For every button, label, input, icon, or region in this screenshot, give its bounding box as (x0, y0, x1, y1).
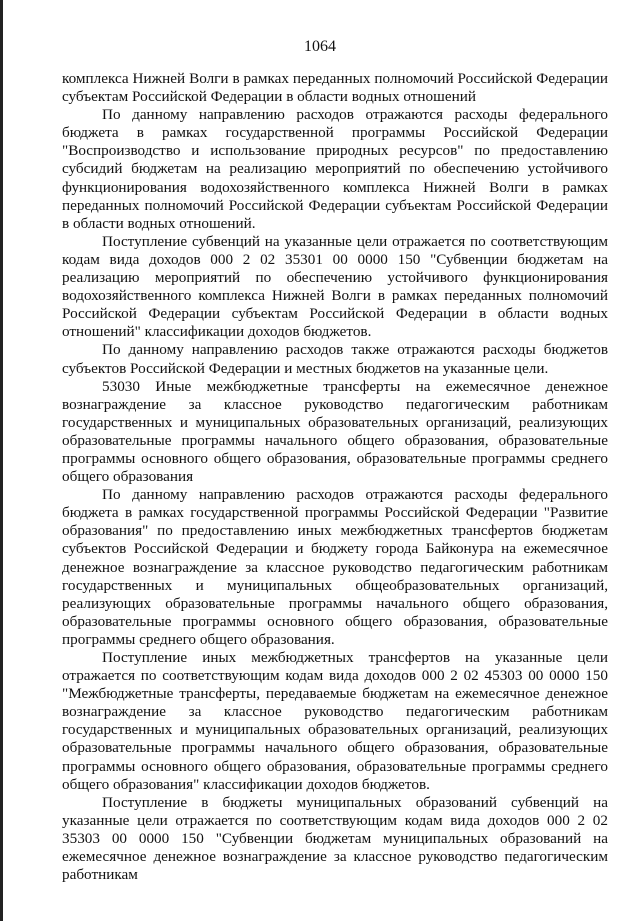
paragraph-6: По данному направлению расходов отражаются расходы федерального бюджета в рамках государственной программы Российской Федерации "Развитие образования" по предоставлению иных межбюджетных трансфертов бюджетам субъектов Российской Федерации и бюджету города Байконура на ежемесячное денежное вознаграждение за классное руководство педагогическим работникам государственных и муниципальных общеобразовательных организаций, реализующих образовательные программы начального общего образования, образовательные программы основного общего образования, образовательные программы среднего общего образования. (62, 486, 608, 648)
scan-edge-shadow (0, 0, 3, 921)
paragraph-5: 53030 Иные межбюджетные трансферты на ежемесячное денежное вознаграждение за классное руководство педагогическим работникам государственных и муниципальных образовательных организаций, реализующих образовательные программы начального общего образования, образовательные программы основного общего образования, образовательные программы среднего общего образования (62, 377, 608, 486)
page-number: 1064 (304, 38, 336, 55)
paragraph-7: Поступление иных межбюджетных трансфертов на указанные цели отражается по соответствующим кодам вида доходов 000 2 02 45303 00 0000 150 "Межбюджетные трансферты, передаваемые бюджетам на ежемесячное денежное вознаграждение за классное руководство педагогическим работникам государственных и муниципальных образовательных организаций, реализующих образовательные программы начального общего образования, образовательные программы основного общего образования, образовательные программы среднего общего образования" классификации доходов бюджетов. (62, 649, 608, 793)
paragraph-8: Поступление в бюджеты муниципальных образований субвенций на указанные цели отражается по соответствующим кодам вида доходов 000 2 02 35303 00 0000 150 "Субвенции бюджетам муниципальных образований на ежемесячное денежное вознаграждение за классное руководство педагогическим работникам (62, 793, 608, 884)
document-body (62, 70, 608, 884)
paragraph-2: По данному направлению расходов отражаются расходы федерального бюджета в рамках государственной программы Российской Федерации "Воспроизводство и использование природных ресурсов" по предоставлению субсидий бюджетам на реализацию мероприятий по обеспечению устойчивого функционирования водохозяйственного комплекса Нижней Волги в рамках переданных полномочий Российской Федерации субъектам Российской Федерации в области водных отношений. (62, 106, 608, 232)
paragraph-1: комплекса Нижней Волги в рамках переданных полномочий Российской Федерации субъектам Российской Федерации в области водных отношений (62, 70, 608, 106)
paragraph-3: Поступление субвенций на указанные цели отражается по соответствующим кодам вида доходов 000 2 02 35301 00 0000 150 "Субвенции бюджетам на реализацию мероприятий по обеспечению устойчивого функционирования водохозяйственного комплекса Нижней Волги в рамках переданных полномочий Российской Федерации субъектам Российской Федерации в области водных отношений" классификации доходов бюджетов. (62, 232, 608, 341)
paragraph-4: По данному направлению расходов также отражаются расходы бюджетов субъектов Российской Федерации и местных бюджетов на указанные цели. (62, 341, 608, 377)
